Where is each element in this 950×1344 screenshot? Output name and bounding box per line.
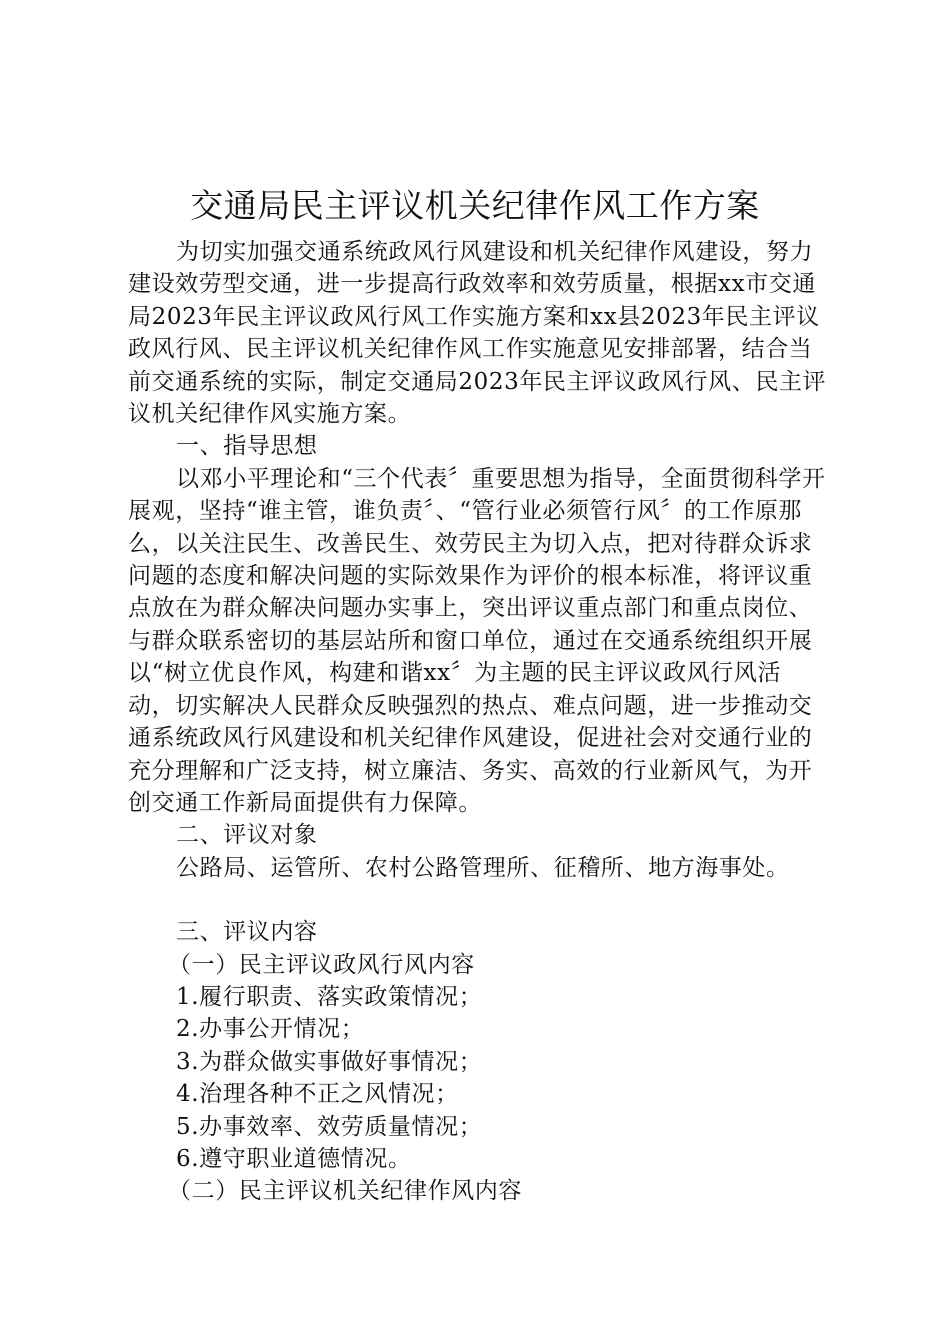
list-item: 1.履行职责、落实政策情况； <box>176 983 483 1010</box>
section-heading-guiding-thought: 一、指导思想 <box>176 433 318 460</box>
guiding-thought-paragraph: 以邓小平理论和“三个代表〞重要思想为指导，全面贯彻科学开展观，坚持“谁主管，谁负责〞、“管行业必须管行风〞的工作原那么，以关注民生、改善民生、效劳民主为切入点，把对待群众诉求问题的态度和解决问题的实际效果作为评价的根本标准，将评议重点放在为群众解决问题办实事上，突出评议重点部门和重点岗位、与群众联系密切的基层站所和窗口单位，通过在交通系统组织开展以“树立优良作风，构建和谐xx〞为主题的民主评议政风行风活动，切实解决人民群众反映强烈的热点、难点问题，进一步推动交通系统政风行风建设和机关纪律作风建设，促进社会对交通行业的充分理解和广泛支持，树立廉洁、务实、高效的行业新风气，为开创交通工作新局面提供有力保障。 <box>128 465 826 816</box>
document-body <box>128 236 828 1208</box>
document-title: 交通局民主评议机关纪律作风工作方案 <box>190 186 760 225</box>
list-item: 3.为群众做实事做好事情况； <box>176 1048 483 1075</box>
subsection-heading-2: （二）民主评议机关纪律作风内容 <box>168 1178 522 1205</box>
paragraph-spacer <box>128 884 828 916</box>
section-heading-evaluation-content: 三、评议内容 <box>176 919 318 946</box>
intro-paragraph: 为切实加强交通系统政风行风建设和机关纪律作风建设，努力建设效劳型交通，进一步提高行政效率和效劳质量，根据xx市交通局2023年民主评议政风行风工作实施方案和xx县2023年民主评议政风行风、民主评议机关纪律作风工作实施意见安排部署，结合当前交通系统的实际，制定交通局2023年民主评议政风行风、民主评议机关纪律作风实施方案。 <box>128 239 827 428</box>
subsection-heading-1: （一）民主评议政风行风内容 <box>168 951 475 978</box>
list-item: 2.办事公开情况； <box>176 1016 365 1043</box>
list-item: 4.治理各种不正之风情况； <box>176 1081 459 1108</box>
evaluation-targets-paragraph: 公路局、运管所、农村公路管理所、征稽所、地方海事处。 <box>176 854 790 881</box>
section-heading-evaluation-targets: 二、评议对象 <box>176 822 318 849</box>
list-item: 6.遵守职业道德情况。 <box>176 1145 412 1172</box>
list-item: 5.办事效率、效劳质量情况； <box>176 1113 483 1140</box>
